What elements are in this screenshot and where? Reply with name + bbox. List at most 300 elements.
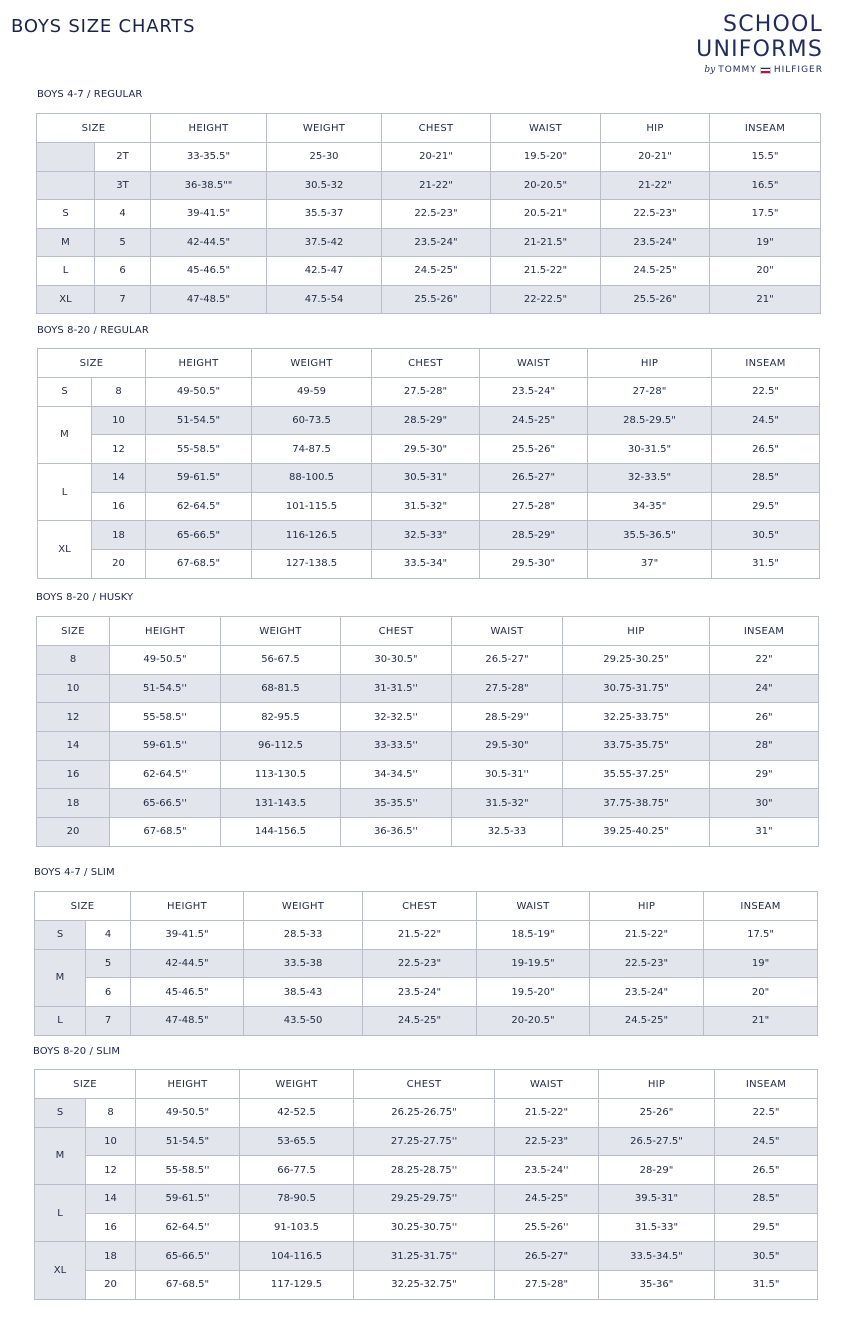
table-row: [37, 257, 821, 286]
size-cell: 18: [37, 789, 110, 818]
table-row: [38, 435, 820, 464]
table-row: [38, 406, 820, 435]
size-group-cell: XL: [35, 1242, 86, 1299]
weight-cell: 43.5-50: [244, 1007, 363, 1036]
height-cell: 59-61.5'': [136, 1185, 240, 1214]
size-table-boys-8-20-slim: [34, 1069, 818, 1300]
size-group-cell: L: [35, 1007, 86, 1036]
header-hip: HIP: [601, 114, 710, 143]
waist-cell: 20.5-21": [491, 200, 601, 229]
hip-cell: 20-21": [601, 143, 710, 172]
waist-cell: 20-20.5": [477, 1007, 590, 1036]
table-row: [37, 143, 821, 172]
header-chest: CHEST: [382, 114, 491, 143]
size-cell: 6: [86, 978, 131, 1007]
header-size: SIZE: [38, 349, 146, 378]
chest-cell: 35-35.5'': [341, 789, 452, 818]
chest-cell: 30.25-30.75'': [354, 1213, 495, 1242]
height-cell: 42-44.5": [151, 228, 267, 257]
hip-cell: 27-28": [588, 378, 712, 407]
waist-cell: 19.5-20": [491, 143, 601, 172]
weight-cell: 42-52.5: [240, 1099, 354, 1128]
height-cell: 49-50.5": [146, 378, 252, 407]
hip-cell: 24.5-25": [590, 1007, 704, 1036]
table-row: [37, 285, 821, 314]
table-row: [38, 492, 820, 521]
size-cell: 7: [95, 285, 151, 314]
inseam-cell: 17.5": [710, 200, 821, 229]
height-cell: 67-68.5": [136, 1271, 240, 1300]
height-cell: 65-66.5'': [136, 1242, 240, 1271]
header-weight: WEIGHT: [252, 349, 372, 378]
waist-cell: 27.5-28": [495, 1271, 599, 1300]
weight-cell: 104-116.5: [240, 1242, 354, 1271]
waist-cell: 22-22.5": [491, 285, 601, 314]
header-row: [37, 114, 821, 143]
hip-cell: 37": [588, 550, 712, 579]
weight-cell: 101-115.5: [252, 492, 372, 521]
size-group-cell: [37, 143, 95, 172]
logo-line-school: SCHOOL: [723, 12, 823, 37]
waist-cell: 23.5-24": [480, 378, 588, 407]
waist-cell: 24.5-25": [480, 406, 588, 435]
header-row: [35, 1070, 818, 1099]
chest-cell: 29.25-29.75'': [354, 1185, 495, 1214]
chest-cell: 31.5-32": [372, 492, 480, 521]
size-cell: 16: [86, 1213, 136, 1242]
size-cell: 8: [37, 646, 110, 675]
weight-cell: 68-81.5: [221, 674, 341, 703]
table-row: [37, 646, 819, 675]
size-cell: 12: [92, 435, 146, 464]
size-group-cell: S: [38, 378, 92, 407]
height-cell: 67-68.5": [110, 818, 221, 847]
header-height: HEIGHT: [110, 617, 221, 646]
chest-cell: 32-32.5'': [341, 703, 452, 732]
header-waist: WAIST: [452, 617, 563, 646]
weight-cell: 47.5-54: [267, 285, 382, 314]
chest-cell: 32.25-32.75": [354, 1271, 495, 1300]
size-group-cell: M: [37, 228, 95, 257]
hip-cell: 32.25-33.75": [563, 703, 710, 732]
header-row: [37, 617, 819, 646]
hip-cell: 25-26": [599, 1099, 715, 1128]
chest-cell: 23.5-24": [382, 228, 491, 257]
waist-cell: 21.5-22": [491, 257, 601, 286]
header-inseam: INSEAM: [715, 1070, 818, 1099]
header-waist: WAIST: [480, 349, 588, 378]
height-cell: 62-64.5": [146, 492, 252, 521]
hip-cell: 21-22": [601, 171, 710, 200]
height-cell: 51-54.5": [146, 406, 252, 435]
height-cell: 55-58.5'': [136, 1156, 240, 1185]
weight-cell: 66-77.5: [240, 1156, 354, 1185]
weight-cell: 88-100.5: [252, 464, 372, 493]
hip-cell: 33.75-35.75": [563, 732, 710, 761]
size-cell: 8: [92, 378, 146, 407]
height-cell: 59-61.5": [146, 464, 252, 493]
table-row: [37, 818, 819, 847]
waist-cell: 25.5-26": [480, 435, 588, 464]
chest-cell: 20-21": [382, 143, 491, 172]
weight-cell: 78-90.5: [240, 1185, 354, 1214]
hip-cell: 22.5-23": [590, 949, 704, 978]
header-hip: HIP: [588, 349, 712, 378]
size-group-cell: XL: [37, 285, 95, 314]
inseam-cell: 20": [710, 257, 821, 286]
waist-cell: 22.5-23": [495, 1127, 599, 1156]
size-group-cell: L: [38, 464, 92, 521]
chest-cell: 28.5-29": [372, 406, 480, 435]
inseam-cell: 29": [710, 760, 819, 789]
inseam-cell: 17.5": [704, 921, 818, 950]
height-cell: 47-48.5": [151, 285, 267, 314]
header-row: [38, 349, 820, 378]
table-row: [37, 171, 821, 200]
hip-cell: 23.5-24": [590, 978, 704, 1007]
logo-line-uniforms: UNIFORMS: [696, 37, 823, 62]
waist-cell: 27.5-28": [452, 674, 563, 703]
size-group-cell: M: [38, 406, 92, 463]
size-cell: 12: [86, 1156, 136, 1185]
inseam-cell: 21": [704, 1007, 818, 1036]
size-cell: 5: [95, 228, 151, 257]
weight-cell: 144-156.5: [221, 818, 341, 847]
inseam-cell: 24.5": [712, 406, 820, 435]
height-cell: 49-50.5": [110, 646, 221, 675]
waist-cell: 26.5-27": [452, 646, 563, 675]
header-weight: WEIGHT: [267, 114, 382, 143]
height-cell: 65-66.5": [146, 521, 252, 550]
chest-cell: 24.5-25": [382, 257, 491, 286]
hip-cell: 35.5-36.5": [588, 521, 712, 550]
header-chest: CHEST: [354, 1070, 495, 1099]
waist-cell: 26.5-27": [480, 464, 588, 493]
size-table-boys-8-20-husky: [36, 616, 819, 847]
inseam-cell: 19": [704, 949, 818, 978]
inseam-cell: 19": [710, 228, 821, 257]
inseam-cell: 24.5": [715, 1127, 818, 1156]
chest-cell: 36-36.5'': [341, 818, 452, 847]
table-row: [38, 464, 820, 493]
size-group-cell: XL: [38, 521, 92, 578]
height-cell: 47-48.5": [131, 1007, 244, 1036]
waist-cell: 18.5-19": [477, 921, 590, 950]
header-height: HEIGHT: [151, 114, 267, 143]
hip-cell: 24.5-25": [601, 257, 710, 286]
table-row: [38, 550, 820, 579]
size-group-cell: S: [37, 200, 95, 229]
weight-cell: 60-73.5: [252, 406, 372, 435]
size-cell: 4: [86, 921, 131, 950]
header-inseam: INSEAM: [712, 349, 820, 378]
size-cell: 8: [86, 1099, 136, 1128]
table-row: [37, 674, 819, 703]
waist-cell: 26.5-27": [495, 1242, 599, 1271]
weight-cell: 53-65.5: [240, 1127, 354, 1156]
hip-cell: 39.5-31": [599, 1185, 715, 1214]
header-size: SIZE: [37, 617, 110, 646]
inseam-cell: 29.5": [712, 492, 820, 521]
section-title-boys-8-20-regular: BOYS 8-20 / REGULAR: [37, 325, 149, 336]
size-cell: 12: [37, 703, 110, 732]
size-group-cell: M: [35, 1127, 86, 1184]
table-row: [38, 378, 820, 407]
size-cell: 6: [95, 257, 151, 286]
chest-cell: 26.25-26.75": [354, 1099, 495, 1128]
header-height: HEIGHT: [131, 892, 244, 921]
inseam-cell: 26": [710, 703, 819, 732]
chest-cell: 21.5-22": [363, 921, 477, 950]
chest-cell: 32.5-33": [372, 521, 480, 550]
table-row: [37, 228, 821, 257]
table-row: [37, 200, 821, 229]
waist-cell: 25.5-26'': [495, 1213, 599, 1242]
inseam-cell: 30.5": [715, 1242, 818, 1271]
hip-cell: 35.55-37.25": [563, 760, 710, 789]
chest-cell: 27.25-27.75'': [354, 1127, 495, 1156]
size-cell: 5: [86, 949, 131, 978]
size-cell: 20: [37, 818, 110, 847]
hip-cell: 28-29": [599, 1156, 715, 1185]
table-row: [35, 1099, 818, 1128]
hip-cell: 34-35": [588, 492, 712, 521]
chest-cell: 27.5-28": [372, 378, 480, 407]
size-cell: 2T: [95, 143, 151, 172]
weight-cell: 127-138.5: [252, 550, 372, 579]
inseam-cell: 15.5": [710, 143, 821, 172]
table-row: [35, 921, 818, 950]
header-weight: WEIGHT: [221, 617, 341, 646]
chest-cell: 21-22": [382, 171, 491, 200]
height-cell: 62-64.5'': [136, 1213, 240, 1242]
height-cell: 45-46.5": [151, 257, 267, 286]
chest-cell: 30.5-31": [372, 464, 480, 493]
brand-logo: [683, 12, 823, 75]
height-cell: 55-58.5": [146, 435, 252, 464]
inseam-cell: 28.5": [712, 464, 820, 493]
size-group-cell: [37, 171, 95, 200]
height-cell: 59-61.5'': [110, 732, 221, 761]
table-row: [37, 703, 819, 732]
size-cell: 10: [37, 674, 110, 703]
header-row: [35, 892, 818, 921]
weight-cell: 35.5-37: [267, 200, 382, 229]
weight-cell: 49-59: [252, 378, 372, 407]
header-waist: WAIST: [495, 1070, 599, 1099]
logo-brand-tommy: TOMMY: [718, 65, 757, 75]
height-cell: 39-41.5": [151, 200, 267, 229]
waist-cell: 21.5-22": [495, 1099, 599, 1128]
header-inseam: INSEAM: [710, 114, 821, 143]
waist-cell: 29.5-30": [480, 550, 588, 579]
page-title: BOYS SIZE CHARTS: [11, 16, 196, 37]
hip-cell: 25.5-26": [601, 285, 710, 314]
header-hip: HIP: [563, 617, 710, 646]
header-chest: CHEST: [363, 892, 477, 921]
weight-cell: 38.5-43: [244, 978, 363, 1007]
chest-cell: 24.5-25": [363, 1007, 477, 1036]
section-title-boys-8-20-husky: BOYS 8-20 / HUSKY: [36, 592, 134, 603]
height-cell: 62-64.5'': [110, 760, 221, 789]
weight-cell: 74-87.5: [252, 435, 372, 464]
height-cell: 39-41.5": [131, 921, 244, 950]
hip-cell: 31.5-33": [599, 1213, 715, 1242]
waist-cell: 19-19.5": [477, 949, 590, 978]
weight-cell: 117-129.5: [240, 1271, 354, 1300]
chest-cell: 22.5-23": [382, 200, 491, 229]
inseam-cell: 22.5": [712, 378, 820, 407]
hip-cell: 23.5-24": [601, 228, 710, 257]
inseam-cell: 28.5": [715, 1185, 818, 1214]
header-hip: HIP: [590, 892, 704, 921]
inseam-cell: 21": [710, 285, 821, 314]
size-cell: 4: [95, 200, 151, 229]
header-waist: WAIST: [491, 114, 601, 143]
table-row: [35, 1271, 818, 1300]
hip-cell: 22.5-23": [601, 200, 710, 229]
inseam-cell: 24": [710, 674, 819, 703]
logo-byline: [683, 65, 823, 75]
hip-cell: 37.75-38.75": [563, 789, 710, 818]
weight-cell: 42.5-47: [267, 257, 382, 286]
weight-cell: 28.5-33: [244, 921, 363, 950]
hip-cell: 30.75-31.75": [563, 674, 710, 703]
height-cell: 33-35.5": [151, 143, 267, 172]
waist-cell: 19.5-20": [477, 978, 590, 1007]
size-cell: 20: [92, 550, 146, 579]
inseam-cell: 26.5": [715, 1156, 818, 1185]
chest-cell: 22.5-23": [363, 949, 477, 978]
hip-cell: 26.5-27.5": [599, 1127, 715, 1156]
table-row: [35, 1156, 818, 1185]
hip-cell: 29.25-30.25": [563, 646, 710, 675]
chest-cell: 33.5-34": [372, 550, 480, 579]
waist-cell: 21-21.5": [491, 228, 601, 257]
size-table-boys-8-20-regular: [37, 348, 820, 579]
section-title-boys-4-7-slim: BOYS 4-7 / SLIM: [34, 867, 115, 878]
inseam-cell: 26.5": [712, 435, 820, 464]
table-row: [37, 760, 819, 789]
size-cell: 14: [86, 1185, 136, 1214]
header-height: HEIGHT: [136, 1070, 240, 1099]
size-group-cell: L: [37, 257, 95, 286]
waist-cell: 29.5-30": [452, 732, 563, 761]
hip-cell: 30-31.5": [588, 435, 712, 464]
inseam-cell: 31.5": [712, 550, 820, 579]
size-group-cell: S: [35, 921, 86, 950]
chest-cell: 33-33.5'': [341, 732, 452, 761]
hip-cell: 35-36": [599, 1271, 715, 1300]
size-cell: 18: [92, 521, 146, 550]
waist-cell: 20-20.5": [491, 171, 601, 200]
table-row: [35, 1185, 818, 1214]
table-row: [37, 732, 819, 761]
size-table-boys-4-7-regular: [36, 113, 821, 314]
hip-cell: 32-33.5": [588, 464, 712, 493]
waist-cell: 27.5-28": [480, 492, 588, 521]
size-cell: 7: [86, 1007, 131, 1036]
inseam-cell: 16.5": [710, 171, 821, 200]
size-cell: 14: [37, 732, 110, 761]
hip-cell: 28.5-29.5": [588, 406, 712, 435]
table-row: [35, 1127, 818, 1156]
inseam-cell: 29.5": [715, 1213, 818, 1242]
size-cell: 16: [37, 760, 110, 789]
size-cell: 10: [92, 406, 146, 435]
inseam-cell: 30.5": [712, 521, 820, 550]
size-cell: 14: [92, 464, 146, 493]
size-group-cell: L: [35, 1185, 86, 1242]
chest-cell: 23.5-24": [363, 978, 477, 1007]
height-cell: 55-58.5'': [110, 703, 221, 732]
weight-cell: 33.5-38: [244, 949, 363, 978]
weight-cell: 30.5-32: [267, 171, 382, 200]
height-cell: 67-68.5": [146, 550, 252, 579]
chest-cell: 30-30.5": [341, 646, 452, 675]
size-cell: 10: [86, 1127, 136, 1156]
section-title-boys-8-20-slim: BOYS 8-20 / SLIM: [33, 1046, 121, 1057]
header-chest: CHEST: [341, 617, 452, 646]
table-row: [38, 521, 820, 550]
hip-cell: 39.25-40.25": [563, 818, 710, 847]
weight-cell: 113-130.5: [221, 760, 341, 789]
table-row: [35, 1213, 818, 1242]
logo-brand-hilfiger: HILFIGER: [773, 65, 823, 75]
header-weight: WEIGHT: [240, 1070, 354, 1099]
hip-cell: 33.5-34.5": [599, 1242, 715, 1271]
hip-cell: 21.5-22": [590, 921, 704, 950]
table-row: [35, 978, 818, 1007]
table-row: [35, 1007, 818, 1036]
size-cell: 18: [86, 1242, 136, 1271]
chest-cell: 31-31.5'': [341, 674, 452, 703]
inseam-cell: 31.5": [715, 1271, 818, 1300]
header-weight: WEIGHT: [244, 892, 363, 921]
height-cell: 45-46.5": [131, 978, 244, 1007]
waist-cell: 23.5-24'': [495, 1156, 599, 1185]
waist-cell: 31.5-32": [452, 789, 563, 818]
weight-cell: 37.5-42: [267, 228, 382, 257]
size-cell: 3T: [95, 171, 151, 200]
inseam-cell: 30": [710, 789, 819, 818]
waist-cell: 32.5-33: [452, 818, 563, 847]
waist-cell: 28.5-29": [480, 521, 588, 550]
inseam-cell: 22": [710, 646, 819, 675]
header-waist: WAIST: [477, 892, 590, 921]
chest-cell: 28.25-28.75'': [354, 1156, 495, 1185]
header-hip: HIP: [599, 1070, 715, 1099]
size-cell: 20: [86, 1271, 136, 1300]
height-cell: 42-44.5": [131, 949, 244, 978]
waist-cell: 28.5-29'': [452, 703, 563, 732]
waist-cell: 24.5-25": [495, 1185, 599, 1214]
weight-cell: 25-30: [267, 143, 382, 172]
chest-cell: 29.5-30": [372, 435, 480, 464]
header-size: SIZE: [35, 892, 131, 921]
inseam-cell: 28": [710, 732, 819, 761]
header-inseam: INSEAM: [710, 617, 819, 646]
chest-cell: 25.5-26": [382, 285, 491, 314]
table-row: [35, 1242, 818, 1271]
chest-cell: 34-34.5'': [341, 760, 452, 789]
inseam-cell: 31": [710, 818, 819, 847]
weight-cell: 116-126.5: [252, 521, 372, 550]
section-title-boys-4-7-regular: BOYS 4-7 / REGULAR: [37, 89, 143, 100]
weight-cell: 91-103.5: [240, 1213, 354, 1242]
height-cell: 51-54.5": [136, 1127, 240, 1156]
height-cell: 65-66.5'': [110, 789, 221, 818]
